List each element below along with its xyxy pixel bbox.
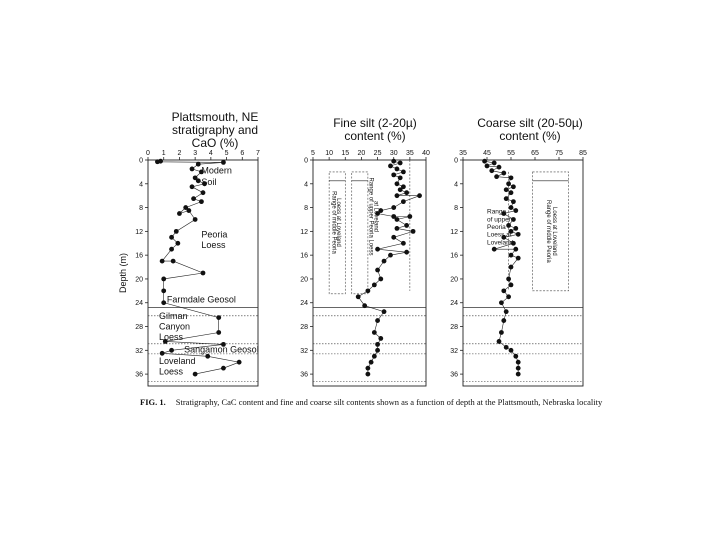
data-point [395,181,400,186]
data-point [365,372,370,377]
x-tick-label: 20 [357,150,366,157]
annotation-label: Loess at Loveland [551,207,557,256]
data-point [489,168,494,173]
data-point [401,169,406,174]
data-point [509,348,514,353]
data-point [482,159,487,164]
y-tick-label: 24 [135,300,143,308]
x-tick-label: 30 [389,150,398,157]
y-tick-label: 36 [135,371,143,379]
x-tick-label: 7 [256,150,260,157]
y-axis-label: Depth (m) [118,252,128,294]
y-tick-label: 36 [300,371,308,379]
data-point [513,247,518,252]
data-point [404,190,409,195]
x-tick-label: 55 [507,150,515,157]
y-tick-label: 16 [450,252,458,260]
x-tick-label: 25 [373,150,382,157]
data-point [171,259,176,264]
data-point [509,253,514,258]
annotation-label: Gilman [159,310,188,321]
data-point [501,171,506,176]
data-point [511,184,516,189]
data-point [407,214,412,219]
y-tick-label: 0 [304,157,308,165]
annotation-label: Modern [201,165,232,176]
x-tick-label: 4 [208,150,213,157]
data-point [193,372,198,377]
y-tick-label: 20 [450,276,458,284]
annotation-label: Peoria [487,223,506,231]
y-tick-label: 12 [300,228,308,236]
data-point [369,360,374,365]
data-point [511,199,516,204]
data-point [160,259,165,264]
data-point [161,288,166,293]
y-tick-label: 0 [454,157,458,165]
x-tick-label: 65 [531,150,539,157]
data-point [485,164,490,169]
data-point [398,161,403,166]
panel-1-title-line: Plattsmouth, NE [171,110,259,124]
figure-caption [140,397,700,407]
data-point [504,309,509,314]
x-tick-label: 85 [579,150,587,157]
data-point [516,372,521,377]
panel-3 [450,150,587,386]
data-point [513,354,518,359]
data-point [388,164,393,169]
data-point [382,309,387,314]
annotation-label: Canyon [159,321,191,332]
data-point [375,342,380,347]
x-tick-label: 0 [146,150,150,157]
panel-2 [300,150,430,386]
data-point [516,366,521,371]
data-point [174,229,179,234]
data-point [516,360,521,365]
data-point [362,303,367,308]
data-point [395,193,400,198]
annotation-label: Loess [159,366,184,377]
data-point [155,159,160,164]
x-tick-label: 75 [555,150,563,157]
panel-2-title-line: content (%) [344,129,406,143]
x-tick-label: 35 [459,150,467,157]
data-point [378,336,383,341]
data-point [506,181,511,186]
data-point [516,256,521,261]
y-tick-label: 24 [300,300,308,308]
data-point [365,366,370,371]
data-point [221,160,226,165]
data-point [237,360,242,365]
data-point [382,259,387,264]
annotation-label: at Loveland [372,200,379,233]
data-point [391,205,396,210]
plot-frame [463,160,583,386]
data-point [356,294,361,299]
annotation-label: Loess at [487,231,512,239]
data-point [398,187,403,192]
y-tick-label: 28 [135,324,143,332]
annotation-label: Range of middle Peoria [545,200,551,263]
x-tick-label: 1 [161,150,166,157]
data-point [497,165,502,170]
annotation-label: Range [487,208,507,216]
data-point [509,175,514,180]
annotation-label: Loess [159,332,184,343]
annotation-label: Loveland [487,239,514,247]
data-point [499,300,504,305]
data-point [504,345,509,350]
data-point [513,226,518,231]
data-point [378,277,383,282]
data-point [395,167,400,172]
data-point [494,174,499,179]
data-point [391,172,396,177]
annotation-label: Sangamon Geosol [184,344,259,355]
x-tick-label: 6 [240,150,245,157]
data-point [509,205,514,210]
data-point [375,268,380,273]
y-tick-label: 32 [135,347,143,355]
data-point [221,366,226,371]
panel-1 [118,150,260,386]
x-tick-label: 40 [422,150,430,157]
data-point [201,190,206,195]
data-point [504,187,509,192]
data-point [501,318,506,323]
data-point [509,265,514,270]
data-point [506,294,511,299]
data-point [177,211,182,216]
data-point [160,351,165,356]
data-point [193,217,198,222]
y-tick-label: 32 [450,347,458,355]
data-point [216,330,221,335]
data-point [365,288,370,293]
data-point [509,190,514,195]
data-point [492,247,497,252]
x-tick-label: 35 [405,150,414,157]
data-point [391,159,396,164]
panel-3-title-line: content (%) [499,129,561,143]
annotation-label: Soil [201,176,217,187]
data-point [199,199,204,204]
y-tick-label: 32 [300,347,308,355]
y-tick-label: 8 [139,205,143,213]
data-point [506,223,511,228]
annotation-label: Range of upper Peoria Loess [367,177,374,256]
x-tick-label: 5 [311,150,315,157]
data-point [391,235,396,240]
x-tick-label: 3 [193,150,198,157]
annotation-label: Loess at Loveland [335,198,342,247]
data-point [161,300,166,305]
x-tick-label: 15 [341,150,350,157]
data-point [504,196,509,201]
panel-2-title-line: Fine silt (2-20µ) [333,116,417,130]
annotation-label: of upper [487,216,511,224]
x-tick-label: 10 [325,150,334,157]
data-point [372,282,377,287]
data-point [191,196,196,201]
y-tick-label: 36 [450,371,458,379]
data-point [401,199,406,204]
data-point [169,348,174,353]
y-tick-label: 12 [135,228,143,236]
data-point [161,277,166,282]
data-point [511,217,516,222]
data-point [375,318,380,323]
data-point [395,226,400,231]
data-point [169,235,174,240]
annotation-label: Peoria [201,229,228,240]
x-tick-label: 5 [224,150,229,157]
series-line [358,161,419,374]
y-tick-label: 16 [300,252,308,260]
data-point [372,354,377,359]
data-point [506,277,511,282]
y-tick-label: 8 [454,205,458,213]
data-point [388,253,393,258]
data-point [190,167,195,172]
y-tick-label: 4 [454,181,458,189]
annotation-label: Loveland [159,355,196,366]
caption-label: FIG. 1. [140,397,166,407]
panel-3-title-line: Coarse silt (20-50µ) [477,116,583,130]
data-point [186,208,191,213]
data-point [404,250,409,255]
y-tick-label: 28 [300,324,308,332]
panel-1-title-line: CaO (%) [191,136,239,150]
data-point [375,348,380,353]
caption-text: Stratigraphy, CaC content and fine and coarse silt contents shown as a function of depth at the Plattsmouth, Nebraska locality [175,397,603,407]
data-point [190,184,195,189]
data-point [372,330,377,335]
data-point [499,330,504,335]
data-point [513,208,518,213]
data-point [169,247,174,252]
y-tick-label: 12 [450,228,458,236]
data-point [196,178,201,183]
y-tick-label: 20 [300,276,308,284]
annotation-label: Loess [201,240,226,251]
data-point [492,161,497,166]
data-point [501,288,506,293]
data-point [196,162,201,167]
x-tick-label: 45 [483,150,491,157]
y-tick-label: 4 [139,181,143,189]
data-point [395,217,400,222]
data-point [398,175,403,180]
y-tick-label: 20 [135,276,143,284]
y-tick-label: 16 [135,252,143,260]
x-tick-label: 2 [177,150,182,157]
annotation-label: Farmdale Geosol [166,294,236,305]
range-box [352,172,368,294]
y-tick-label: 4 [304,181,308,189]
data-point [216,315,221,320]
y-tick-label: 24 [450,300,458,308]
annotation-label: Range of middle Peoria [330,191,337,254]
data-point [404,223,409,228]
data-point [497,339,502,344]
data-point [375,247,380,252]
y-tick-label: 0 [139,157,143,165]
data-point [401,241,406,246]
data-point [411,229,416,234]
data-point [509,282,514,287]
data-point [201,271,206,276]
data-point [175,241,180,246]
panel-1-title-line: stratigraphy and [171,123,259,137]
data-point [417,193,422,198]
data-point [516,232,521,237]
y-tick-label: 8 [304,205,308,213]
y-tick-label: 28 [450,324,458,332]
